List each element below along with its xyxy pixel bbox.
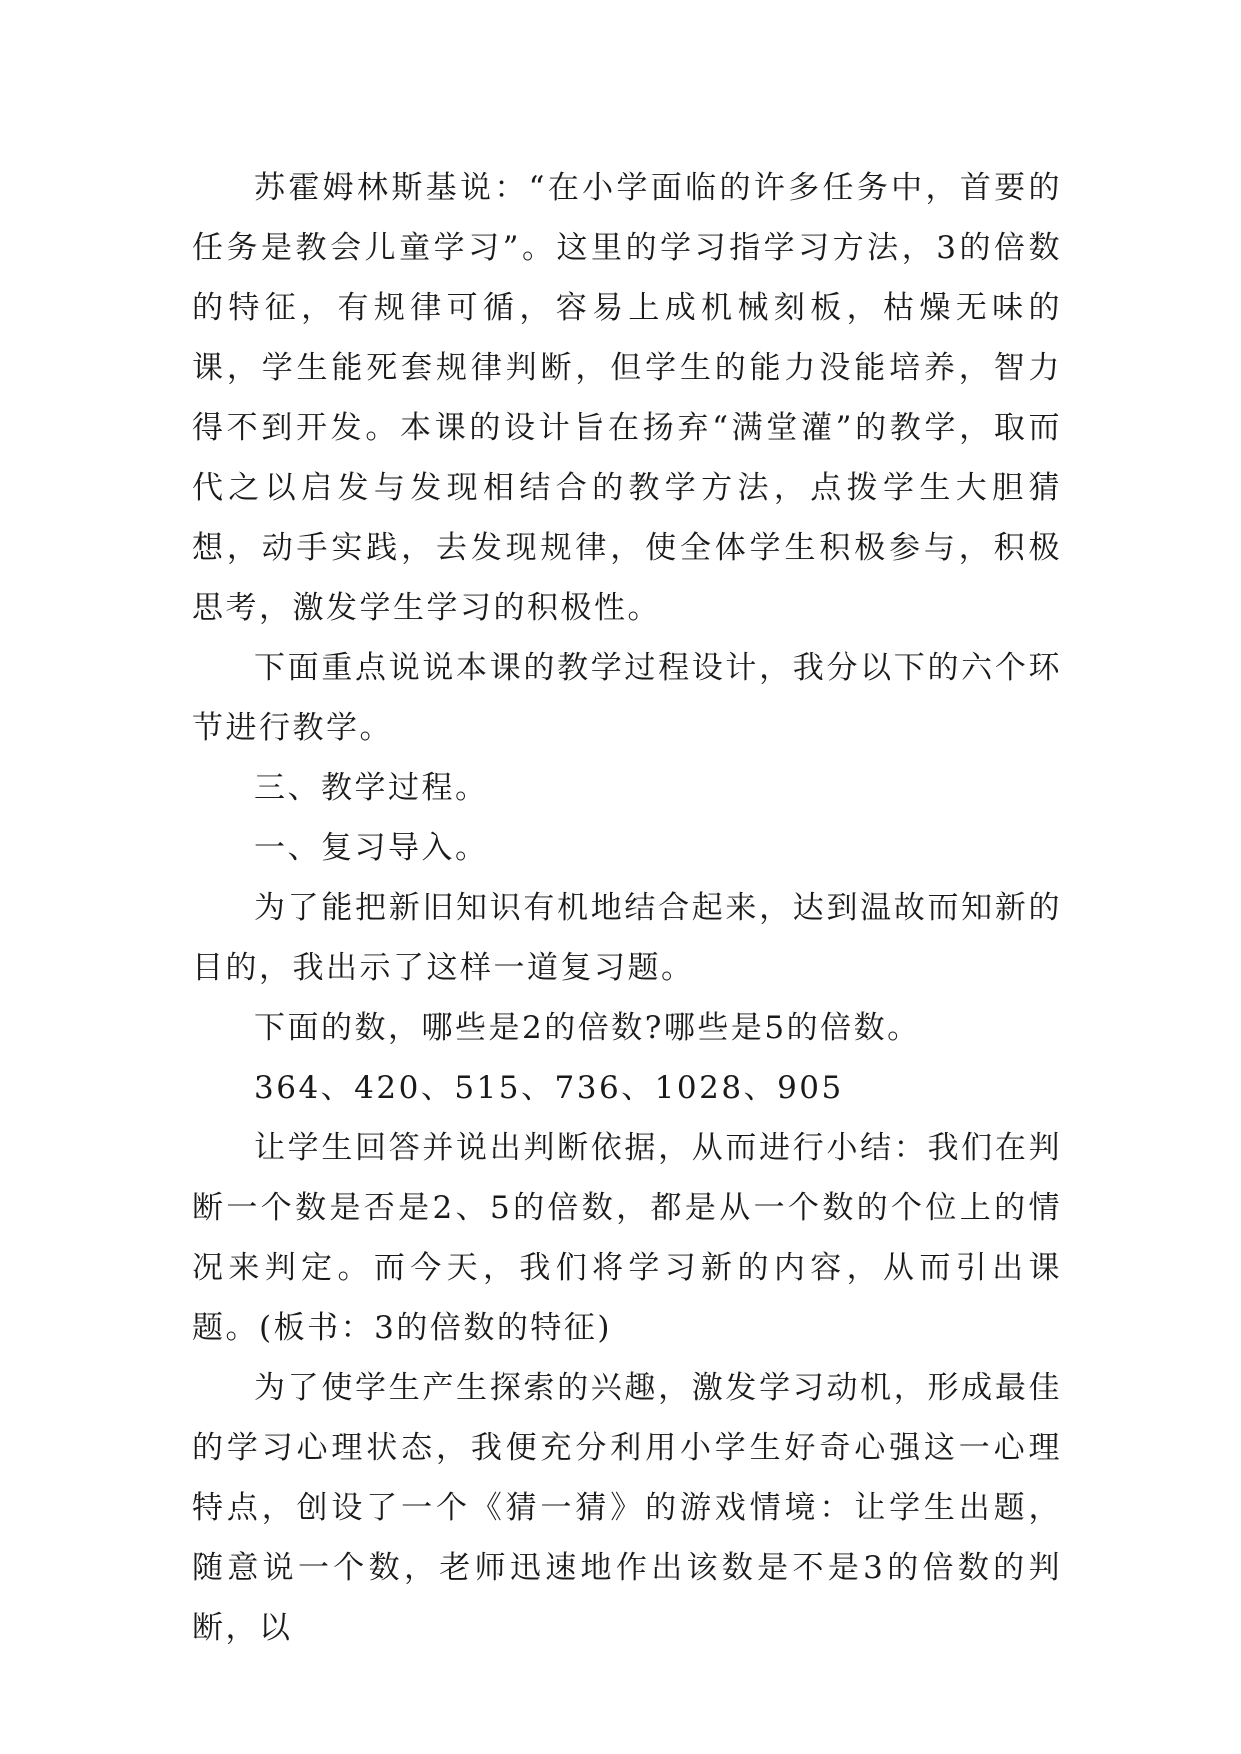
paragraph-intro-quote: 苏霍姆林斯基说：“在小学面临的许多任务中，首要的任务是教会儿童学习”。这里的学习指学习方法，3的倍数的特征，有规律可循，容易上成机械刻板，枯燥无味的课，学生能死套规律判断，但学生的能力没能培养，智力得不到开发。本课的设计旨在扬弃“满堂灌”的教学，取而代之以启发与发现相结合的教学方法，点拨学生大胆猜想，动手实践，去发现规律，使全体学生积极参与，积极思考，激发学生学习的积极性。: [192, 170, 1062, 626]
paragraph-review-purpose: 为了能把新旧知识有机地结合起来，达到温故而知新的目的，我出示了这样一道复习题。: [192, 890, 1062, 986]
paragraph-process-overview: 下面重点说说本课的教学过程设计，我分以下的六个环节进行教学。: [192, 650, 1062, 746]
paragraph-number-list: 364、420、515、736、1028、905: [254, 1070, 844, 1106]
heading-review-intro: 一、复习导入。: [254, 830, 489, 866]
document-body: [192, 158, 1062, 1658]
heading-teaching-process: 三、教学过程。: [254, 770, 489, 806]
paragraph-summary: 让学生回答并说出判断依据，从而进行小结：我们在判断一个数是否是2、5的倍数，都是从一个数的个位上的情况来判定。而今天，我们将学习新的内容，从而引出课题。(板书：3的倍数的特征): [192, 1130, 1062, 1346]
paragraph-review-question: 下面的数，哪些是2的倍数?哪些是5的倍数。: [254, 1010, 921, 1046]
paragraph-game-scenario: 为了使学生产生探索的兴趣，激发学习动机，形成最佳的学习心理状态，我便充分利用小学生好奇心强这一心理特点，创设了一个《猜一猜》的游戏情境：让学生出题，随意说一个数，老师迅速地作出该数是不是3的倍数的判断，以: [192, 1370, 1062, 1646]
